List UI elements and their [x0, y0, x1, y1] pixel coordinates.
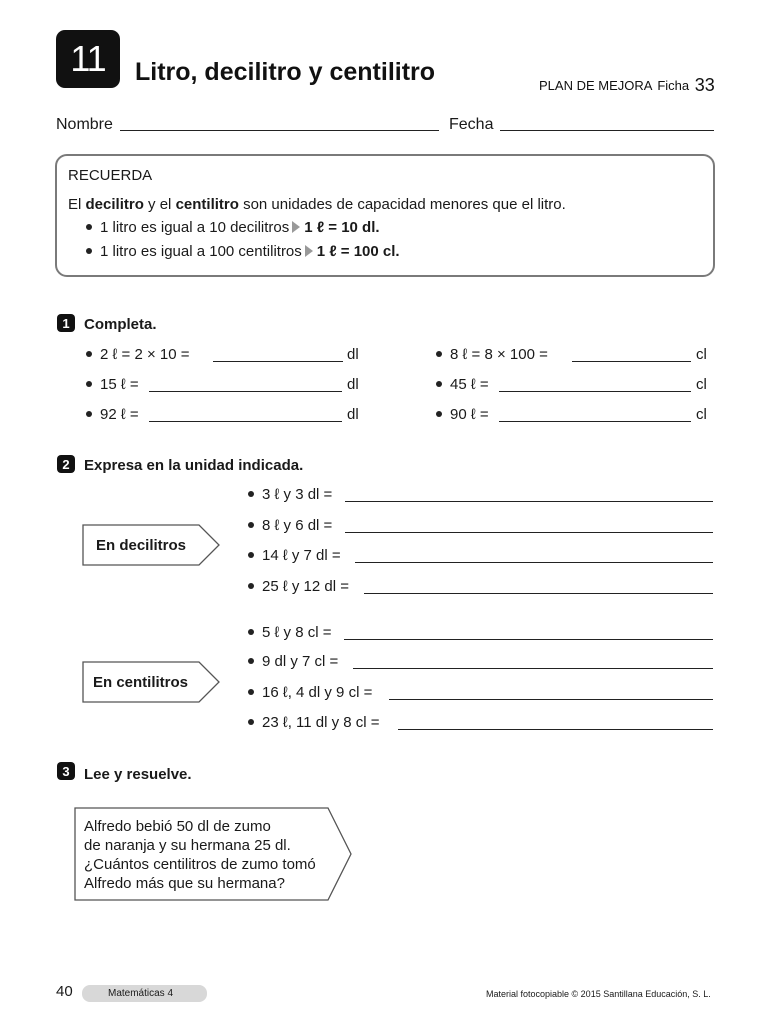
- problem-line-1: Alfredo bebió 50 dl de zumo: [84, 818, 271, 835]
- rec-term-centilitro: centilitro: [175, 196, 239, 213]
- arrow-right-icon: [292, 221, 300, 233]
- ex1-right-item-1: [436, 346, 548, 363]
- recuerda-bullet-2: [86, 243, 400, 260]
- recuerda-text: [68, 196, 566, 213]
- arrow-right-icon: [305, 245, 313, 257]
- ex2-cl-answer-2[interactable]: [353, 668, 713, 669]
- exercise-3-badge: [57, 762, 75, 780]
- bullet-dot: [436, 411, 442, 417]
- bullet-dot: [248, 689, 254, 695]
- ex2-dl-text-3: 14 ℓ y 7 dl =: [262, 547, 341, 564]
- centilitros-arrow-box: [82, 661, 222, 705]
- ex2-dl-item-3: [248, 547, 341, 564]
- ex1-right-unit-3: cl: [696, 406, 707, 423]
- ex1-left-unit-3: dl: [347, 406, 359, 423]
- unit-number-badge: [56, 30, 120, 88]
- subject-pill: [82, 985, 207, 1002]
- ex1-left-item-1: [86, 346, 190, 363]
- rec-bullet2-formula: 1 ℓ = 100 cl.: [316, 243, 400, 260]
- ex2-dl-item-1: [248, 486, 332, 503]
- exercise-3-title: Lee y resuelve.: [84, 766, 192, 783]
- ex2-cl-answer-1[interactable]: [344, 639, 713, 640]
- page-title: Litro, decilitro y centilitro: [135, 58, 436, 86]
- ex2-dl-answer-1[interactable]: [345, 501, 713, 502]
- rec-bullet2-text: 1 litro es igual a 100 centilitros: [100, 243, 302, 260]
- exercise-2-number: 2: [62, 456, 70, 472]
- decilitros-arrow-box: [82, 524, 222, 568]
- exercise-2-badge: [57, 455, 75, 473]
- ex1-right-text-1: 8 ℓ = 8 × 100 =: [450, 346, 548, 363]
- ex2-dl-text-1: 3 ℓ y 3 dl =: [262, 486, 333, 503]
- ex1-left-text-2: 15 ℓ =: [100, 376, 139, 393]
- ex1-right-answer-2[interactable]: [499, 391, 691, 392]
- ex2-dl-answer-4[interactable]: [364, 593, 713, 594]
- ex1-left-unit-2: dl: [347, 376, 359, 393]
- bullet-dot: [436, 351, 442, 357]
- ex2-dl-answer-3[interactable]: [355, 562, 713, 563]
- ex1-right-answer-1[interactable]: [572, 361, 691, 362]
- problem-line-2: de naranja y su hermana 25 dl.: [84, 837, 291, 854]
- bullet-dot: [248, 522, 254, 528]
- ex1-left-answer-2[interactable]: [149, 391, 342, 392]
- recuerda-bullet-1: [86, 219, 380, 236]
- plan-text: PLAN DE MEJORA: [539, 78, 652, 93]
- problem-line-3: ¿Cuántos centilitros de zumo tomó: [84, 856, 316, 873]
- ex1-right-answer-3[interactable]: [499, 421, 691, 422]
- centilitros-label: En centilitros: [93, 674, 189, 691]
- problem-text: [84, 817, 316, 893]
- ex1-left-text-1: 2 ℓ = 2 × 10 =: [100, 346, 190, 363]
- exercise-1-number: 1: [62, 315, 70, 331]
- exercise-2-title: Expresa en la unidad indicada.: [84, 457, 304, 474]
- problem-line-4: Alfredo más que su hermana?: [84, 875, 285, 892]
- ex1-right-text-2: 45 ℓ =: [450, 376, 489, 393]
- ex2-cl-text-1: 5 ℓ y 8 cl =: [262, 624, 332, 641]
- ex1-right-unit-2: cl: [696, 376, 707, 393]
- bullet-dot: [86, 248, 92, 254]
- rec-bullet1-formula: 1 ℓ = 10 dl.: [304, 219, 380, 236]
- ex1-right-item-3: [436, 406, 489, 423]
- ex2-dl-answer-2[interactable]: [345, 532, 713, 533]
- ex2-cl-text-3: 16 ℓ, 4 dl y 9 cl =: [262, 684, 373, 701]
- copyright-notice: Material fotocopiable © 2015 Santillana Educación, S. L.: [486, 989, 711, 999]
- bullet-dot: [248, 719, 254, 725]
- bullet-dot: [248, 658, 254, 664]
- rec-text-after: son unidades de capacidad menores que el litro.: [238, 196, 566, 213]
- ex1-left-text-3: 92 ℓ =: [100, 406, 139, 423]
- bullet-dot: [248, 583, 254, 589]
- name-field[interactable]: [120, 130, 439, 131]
- ex1-right-unit-1: cl: [696, 346, 707, 363]
- ex1-left-unit-1: dl: [347, 346, 359, 363]
- date-field[interactable]: [500, 130, 714, 131]
- exercise-3-number: 3: [62, 763, 70, 779]
- ex2-dl-text-2: 8 ℓ y 6 dl =: [262, 517, 333, 534]
- bullet-dot: [86, 224, 92, 230]
- ex2-cl-text-4: 23 ℓ, 11 dl y 8 cl =: [262, 714, 380, 731]
- exercise-1-title: Completa.: [84, 316, 157, 333]
- ex1-left-item-3: [86, 406, 139, 423]
- ex2-cl-answer-3[interactable]: [389, 699, 713, 700]
- ex2-dl-text-4: 25 ℓ y 12 dl =: [262, 578, 349, 595]
- date-label: Fecha: [449, 116, 494, 133]
- ex2-cl-item-3: [248, 684, 372, 701]
- plan-label: [539, 74, 715, 95]
- ex1-right-text-3: 90 ℓ =: [450, 406, 489, 423]
- name-label: Nombre: [56, 116, 113, 133]
- rec-term-decilitro: decilitro: [85, 196, 144, 213]
- exercise-1-badge: [57, 314, 75, 332]
- bullet-dot: [86, 351, 92, 357]
- ex2-cl-item-1: [248, 624, 331, 641]
- bullet-dot: [86, 411, 92, 417]
- bullet-dot: [436, 381, 442, 387]
- page-number: 40: [56, 983, 73, 1000]
- ficha-label: Ficha: [657, 78, 690, 93]
- ex2-cl-item-2: [248, 653, 338, 670]
- ex2-cl-text-2: 9 dl y 7 cl =: [262, 653, 339, 670]
- ex2-dl-item-4: [248, 578, 349, 595]
- rec-text-before: El: [68, 196, 86, 213]
- ex1-left-item-2: [86, 376, 139, 393]
- ex1-left-answer-3[interactable]: [149, 421, 342, 422]
- recuerda-title: RECUERDA: [68, 167, 153, 184]
- ex1-left-answer-1[interactable]: [213, 361, 343, 362]
- bullet-dot: [248, 552, 254, 558]
- ficha-number: 33: [694, 75, 715, 95]
- ex2-dl-item-2: [248, 517, 332, 534]
- bullet-dot: [248, 491, 254, 497]
- decilitros-label: En decilitros: [96, 537, 187, 554]
- ex2-cl-item-4: [248, 714, 380, 731]
- rec-text-middle: y el: [143, 196, 176, 213]
- rec-bullet1-text: 1 litro es igual a 10 decilitros: [100, 219, 290, 236]
- unit-number: 11: [70, 38, 106, 79]
- bullet-dot: [248, 629, 254, 635]
- ex2-cl-answer-4[interactable]: [398, 729, 713, 730]
- bullet-dot: [86, 381, 92, 387]
- subject-label: Matemáticas 4: [108, 988, 174, 999]
- ex1-right-item-2: [436, 376, 489, 393]
